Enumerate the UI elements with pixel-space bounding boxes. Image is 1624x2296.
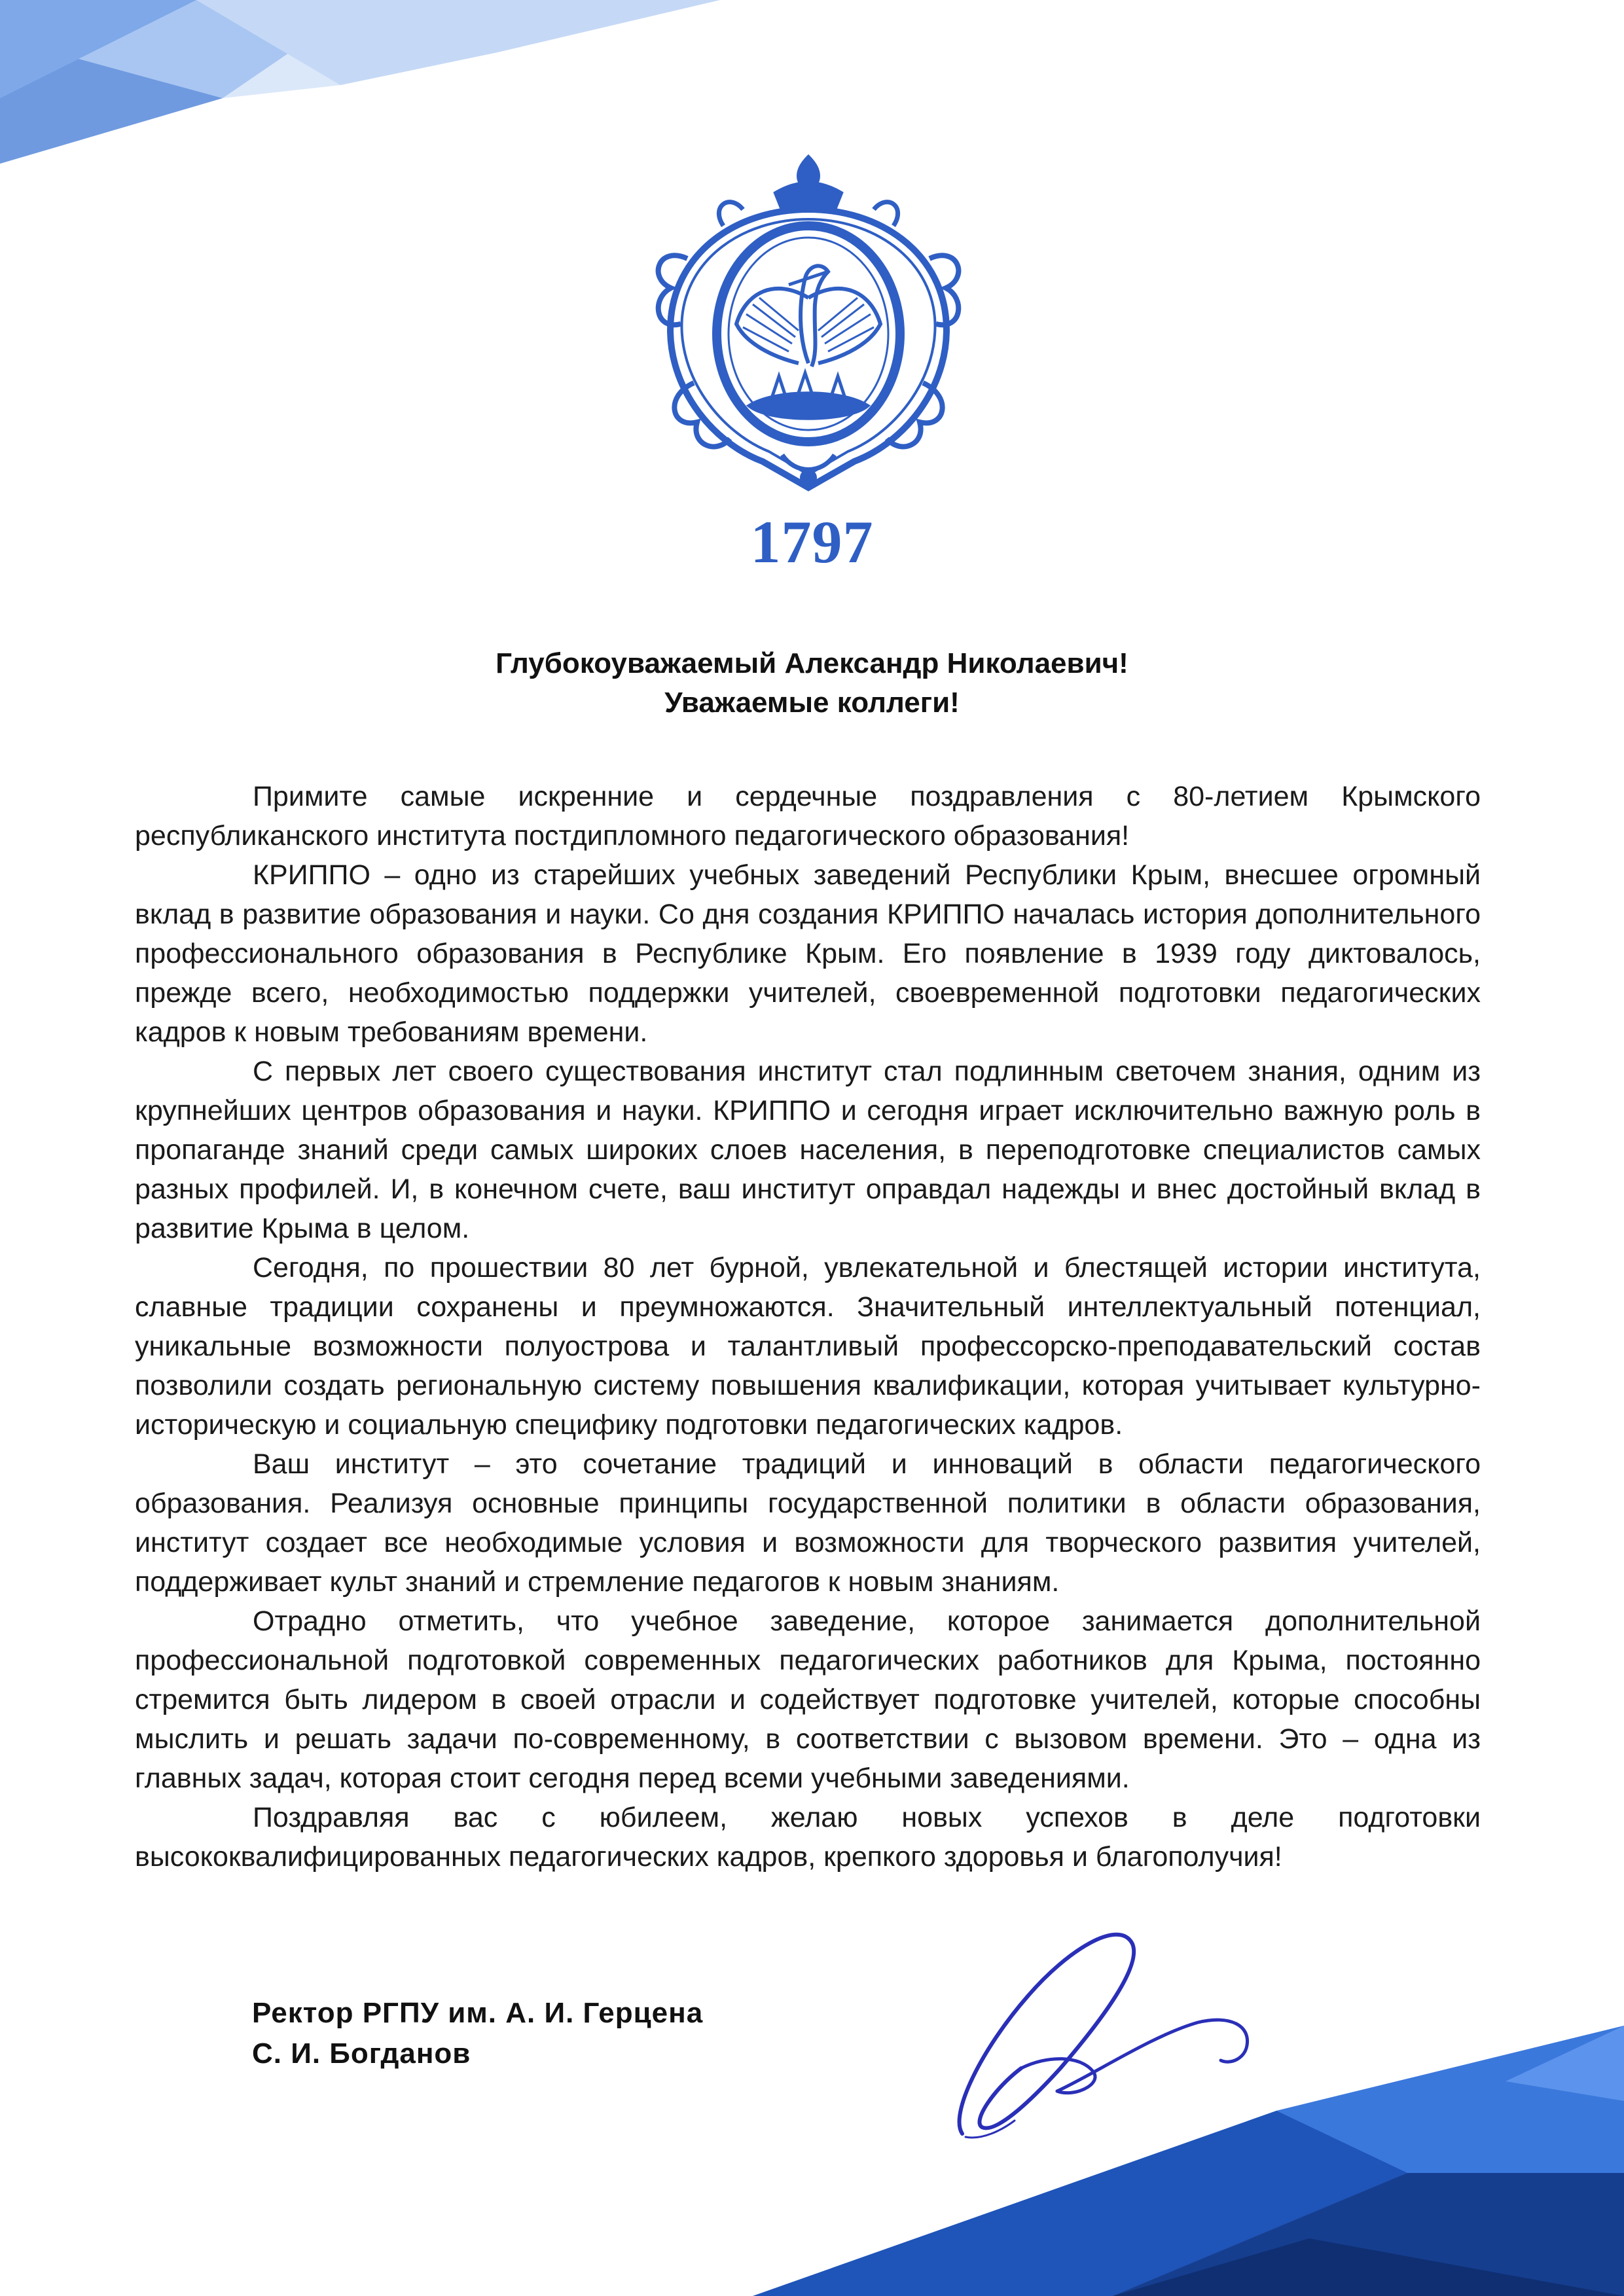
paragraph: КРИППО – одно из старейших учебных заведений Республики Крым, внесшее огромный вклад в развитие образования и науки. Со дня создания КРИППО началась история дополнительного профессионального образования в Республике Крым. Его появление в 1939 году диктовалось, прежде всего, необходимостью поддержки учителей, своевременной подготовки педагогических кадров к новым требованиям времени. <box>135 859 1481 1048</box>
paragraph: Сегодня, по прошествии 80 лет бурной, увлекательной и блестящей истории института, славные традиции сохранены и преумножаются. Значительный интеллектуальный потенциал, уникальные возможности полуострова и талантливый профессорско-преподавательский состав позволили создать региональную систему повышения квалификации, которая учитывает культурно-историческую и социальную специфику подготовки педагогических кадров. <box>135 1252 1481 1441</box>
pelican-crest-emblem-icon <box>632 147 985 501</box>
paragraph: Примите самые искренние и сердечные поздравления с 80-летием Крымского республиканского института постдипломного педагогического образования! <box>135 781 1481 852</box>
letter-body <box>135 777 1481 1876</box>
greeting-heading <box>0 644 1624 723</box>
greeting-line-1: Глубокоуважаемый Александр Николаевич! <box>496 647 1128 679</box>
paragraph: С первых лет своего существования институт стал подлинным светочем знания, одним из крупнейших центров образования и науки. КРИППО и сегодня играет исключительно важную роль в пропаганде знаний среди самых широких слоев населения, в переподготовке специалистов самых разных профилей. И, в конечном счете, ваш институт оправдал надежды и внес достойный вклад в развитие Крыма в целом. <box>135 1056 1481 1244</box>
founding-year: 1797 <box>750 509 874 575</box>
greeting-line-2: Уважаемые коллеги! <box>664 687 960 719</box>
paragraph: Ваш институт – это сочетание традиций и инноваций в области педагогического образования. Реализуя основные принципы государственной политики в области образования, институт создает все необходимые условия и возможности для творческого развития учителей, поддерживает культ знаний и стремление педагогов к новым знаниям. <box>135 1448 1481 1598</box>
paragraph: Отрадно отметить, что учебное заведение, которое занимается дополнительной профессиональной подготовкой современных педагогических работников для Крыма, постоянно стремится быть лидером в своей отрасли и содействует подготовке учителей, которые способны мыслить и решать задачи по-современному, в соответствии с вызовом времени. Это – одна из главных задач, которая стоит сегодня перед всеми учебными заведениями. <box>135 1605 1481 1794</box>
handwritten-signature-icon <box>943 1905 1283 2157</box>
signer-block <box>252 1993 703 2074</box>
paragraph: Поздравляя вас с юбилеем, желаю новых успехов в деле подготовки высококвалифицированных педагогических кадров, крепкого здоровья и благополучия! <box>135 1802 1481 1873</box>
signer-name: С. И. Богданов <box>252 2037 471 2070</box>
signer-title: Ректор РГПУ им. А. И. Герцена <box>252 1997 704 2029</box>
